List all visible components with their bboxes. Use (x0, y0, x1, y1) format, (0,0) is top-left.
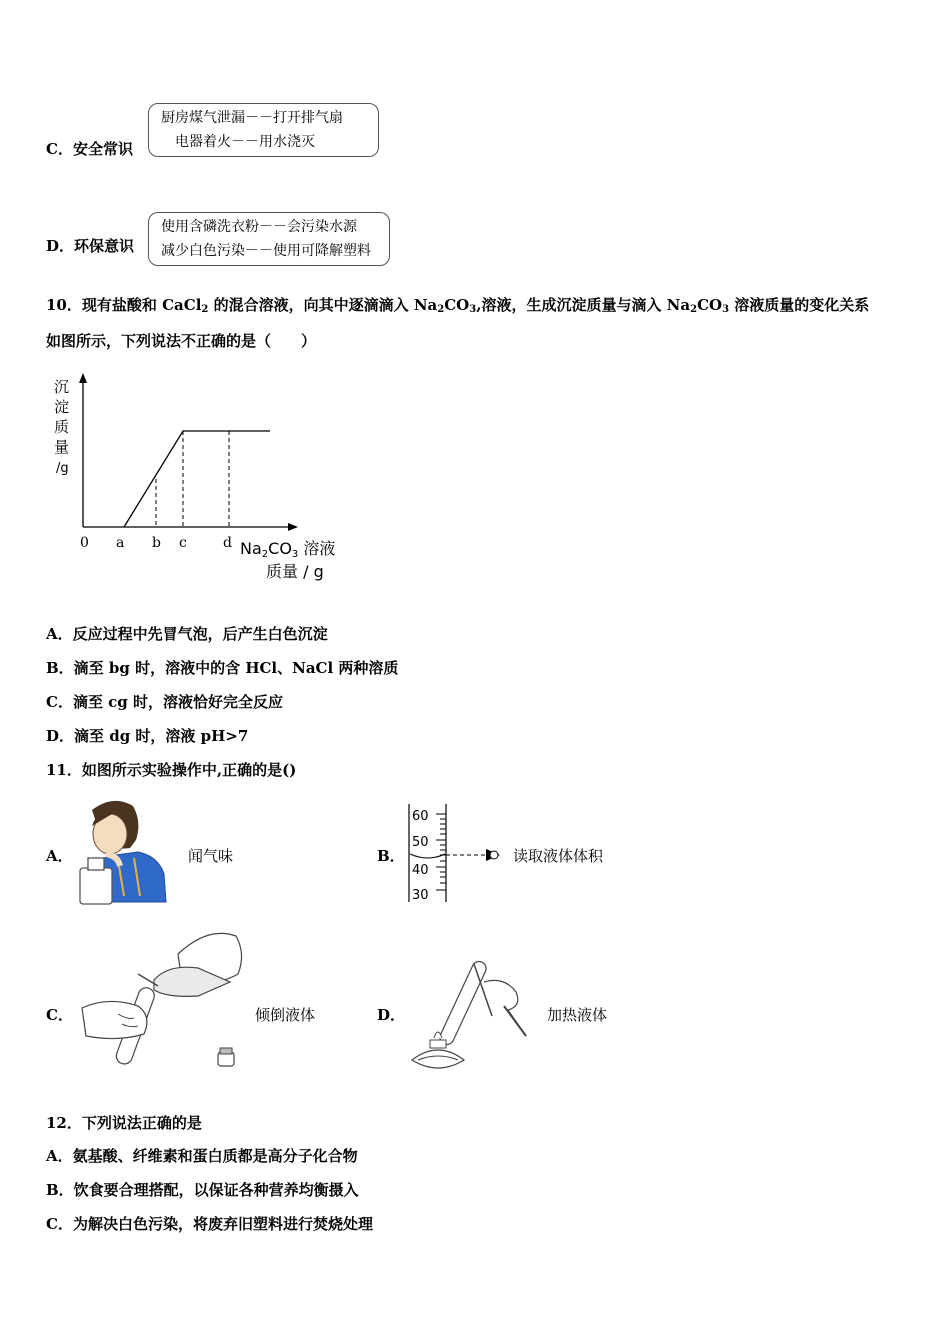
q11-option-c-letter: C． (46, 1006, 73, 1024)
graph-ylabel-char-4: 量 (54, 438, 70, 456)
graph-tick-d: d (223, 535, 232, 551)
graph-origin: 0 (80, 535, 89, 551)
q11-option-b-caption: 读取液体体积 (513, 847, 604, 865)
q9-option-d-line-1: 使用含磷洗衣粉－－会污染水源 (161, 219, 357, 235)
graph-yunit: /g (56, 461, 69, 476)
q11-option-a-letter: A． (46, 847, 73, 865)
graph-ylabel-char-2: 淀 (54, 398, 70, 416)
graph-xlabel-line-1: Na2CO3 溶液 (240, 539, 336, 560)
q9-option-c-line-1: 厨房煤气泄漏－－打开排气扇 (161, 110, 343, 126)
q10-option-a: A．反应过程中先冒气泡，后产生白色沉淀 (46, 625, 328, 643)
q11-stem: 11．如图所示实验操作中,正确的是() (46, 761, 297, 779)
q9-option-c-line-2: 电器着火－－用水浇灭 (175, 134, 315, 150)
q11-option-c-caption: 倾倒液体 (255, 1006, 316, 1024)
graph-y-arrow (79, 373, 87, 383)
scale-50: 50 (412, 835, 429, 850)
q9-option-d-box (148, 212, 390, 266)
q9-option-c-label: C．安全常识 (46, 140, 133, 158)
q11-pour-liquid-illustration (78, 924, 248, 1074)
graph-ylabel-char-1: 沉 (54, 378, 70, 396)
q11-option-b-letter: B． (377, 847, 405, 865)
q11-option-d-caption: 加热液体 (547, 1006, 608, 1024)
q10-precipitate-graph (46, 370, 366, 590)
q9-option-d-line-2: 减少白色污染－－使用可降解塑料 (161, 243, 371, 259)
graph-tick-c: c (179, 535, 187, 551)
q12-stem: 12．下列说法正确的是 (46, 1114, 202, 1132)
graph-precipitate-line (124, 431, 270, 527)
scale-30: 30 (412, 888, 429, 903)
q12-option-c: C．为解决白色污染，将废弃旧塑料进行焚烧处理 (46, 1215, 373, 1233)
graph-xlabel-line-2: 质量 / g (266, 562, 324, 581)
q11-heat-liquid-illustration (404, 956, 534, 1081)
q11-option-d-letter: D． (377, 1006, 406, 1024)
q10-option-c: C．滴至 cg 时，溶液恰好完全反应 (46, 693, 284, 711)
q11-smell-gas-illustration (78, 796, 168, 906)
scale-60: 60 (412, 809, 429, 824)
scale-40: 40 (412, 863, 429, 878)
q9-option-d-label: D．环保意识 (46, 237, 135, 255)
q10-stem-line-1: 10．现有盐酸和 CaCl$_2$ 的混合溶液，向其中逐滴滴入 $Na_2CO_3$,溶液，生成沉淀质量与滴入 $Na_2CO_3$ 溶液质量的变化关系 (46, 296, 870, 315)
graph-ylabel-char-3: 质 (54, 418, 70, 436)
q11-cylinder-scale-illustration (402, 802, 512, 907)
q10-option-b: B．滴至 bg 时，溶液中的含 HCl、NaCl 两种溶质 (46, 659, 399, 677)
graph-tick-a: a (116, 535, 125, 551)
graph-x-arrow (288, 523, 298, 531)
q10-option-d: D．滴至 dg 时，溶液 pH>7 (46, 727, 249, 745)
q11-option-a-caption: 闻气味 (188, 847, 234, 865)
q9-option-c-box (148, 103, 379, 157)
q12-option-a: A．氨基酸、纤维素和蛋白质都是高分子化合物 (46, 1147, 358, 1165)
q10-stem-line-2: 如图所示，下列说法不正确的是（ ） (46, 332, 317, 350)
graph-tick-b: b (152, 535, 161, 551)
q12-option-b: B．饮食要合理搭配，以保证各种营养均衡摄入 (46, 1181, 359, 1199)
